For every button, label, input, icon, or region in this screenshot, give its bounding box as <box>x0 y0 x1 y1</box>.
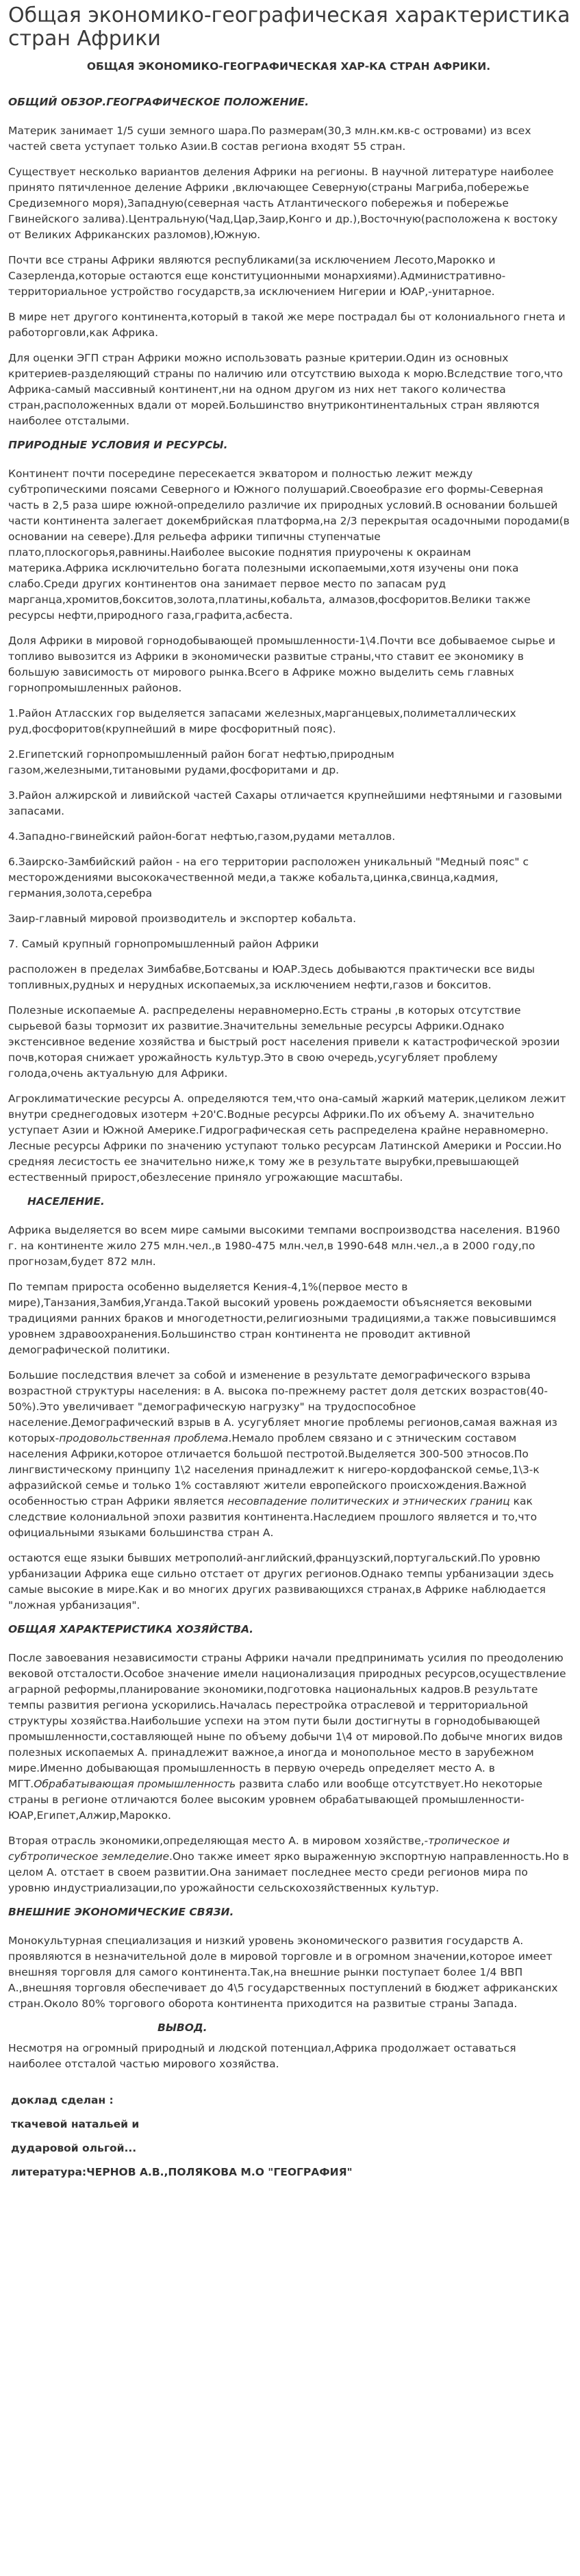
paragraph: 6.Заирско-Замбийский район - на его территории расположен уникальный "Медный пояс" с месторождениями высококачественной меди,а также кобальта,цинка,свинца,кадмия, германия,золота,серебра <box>8 856 529 900</box>
credits-line: литература:ЧЕРНОВ А.В.,ПОЛЯКОВА М.О "ГЕОГРАФИЯ" <box>11 2166 353 2178</box>
paragraph: 1.Район Атласских гор выделяется запасами железных,марганцевых,полиметаллических руд,фосфоритов(крупнейший в мире фосфоритный пояс). <box>8 707 516 735</box>
paragraph: Существует несколько вариантов деления Африки на регионы. В научной литературе наиболее принято пятичленное деление Африки ,включающее Северную(страны Магриба,побережье Средиземного моря),Западную(северная часть Атлантического побережья и побережье Гвинейского залива).Центральную(Чад,Цар,Заир,Конго и др.),Восточную(расположена к востоку от Великих Африканских разломов),Южную. <box>8 166 558 241</box>
emphasis-text: продовольственная проблема <box>59 1432 229 1444</box>
section-population: НАСЕЛЕНИЕ. <box>27 1195 105 1208</box>
document <box>0 4 580 2180</box>
paragraph: Материк занимает 1/5 суши земного шара.По размерам(30,3 млн.км.кв-с островами) из всех частей света уступает только Азии.В состав региона входят 55 стран. <box>8 125 531 153</box>
paragraph: Для оценки ЭГП стран Африки можно использовать разные критерии.Один из основных критериев-разделяющий страны по наличию или отсутствию выхода к морю.Вследствие того,что Африка-самый массивный континент,ни на одном другом из них нет такого количества стран,расположенных вдали от морей.Большинство внутриконтинентальных стран являются наиболее отсталыми. <box>8 352 564 427</box>
paragraph-text: .Оно также имеет ярко выраженную экспортную направленность.Но в целом А. отстает в своем развитии.Она занимает последнее место среди регионов мира по уровню индустриализации,по урожайности сельскохозяйственных культур. <box>8 1850 569 1894</box>
paragraph <box>8 1833 570 1896</box>
paragraph: Несмотря на огромный природный и людской потенциал,Африка продолжает оставаться наиболее отсталой частью мирового хозяйства. <box>8 2042 516 2070</box>
paragraph: 4.Западно-гвинейский район-богат нефтью,газом,рудами металлов. <box>8 830 396 843</box>
paragraph-text: После завоевания независимости страны Африки начали предпринимать усилия по преодолению вековой отсталости.Особое значение имели национализация природных ресурсов,осуществление аграрной реформы,планирование экономики,подготовка национальных кадров.В результате темпы развития региона ускорились.Началась перестройка отраслевой и территориальной структуры хозяйства.Наибольшие успехи на этом пути были достигнуты в горнодобывающей промышленности,составляющей ныне по объему добычи 1\4 от мировой.По добыче многих видов полезных ископаемых А. принадлежит важное,а иногда и монопольное место в зарубежном мире.Именно добывающая промышленность в первую очередь определяет место А. в МГТ. <box>8 1652 566 1790</box>
paragraph: Африка выделяется во всем мире самыми высокими темпами воспроизводства населения. В1960 г. на континенте жило 275 млн.чел.,в 1980-475 млн.чел,в 1990-648 млн.чел.,а в 2000 году,по прогнозам,будет 872 млн. <box>8 1224 560 1268</box>
paragraph: Агроклиматические ресурсы А. определяются тем,что она-самый жаркий материк,целиком лежит внутри среднегодовых изотерм +20'C.Водные ресурсы Африки.По их объему А. значительно уступает Азии и Южной Америке.Гидрографическая сеть распределена крайне неравномерно. Лесные ресурсы Африки по значению уступают только ресурсам Латинской Америки и России.Но средняя лесистость ее значительно ниже,к тому же в результате вырубки,превышающей естественный прирост,обезлесение приняло угрожающие масштабы. <box>8 1093 566 1184</box>
paragraph: Почти все страны Африки являются республиками(за исключением Лесото,Марокко и Сазерленда,которые остаются еще конституционными монархиями).Административно-территориальное устройство государств,за исключением Нигерии и ЮАР,-унитарное. <box>8 254 506 298</box>
paragraph: 7. Самый крупный горнопромышленный район Африки <box>8 938 319 950</box>
paragraph-text: Вторая отрасль экономики,определяющая место А. в мировом хозяйстве,- <box>8 1835 429 1847</box>
paragraph: По темпам прироста особенно выделяется Кения-4,1%(первое место в мире),Танзания,Замбия,Уганда.Такой высокий уровень рождаемости объясняется вековыми традициями ранних браков и многодетности,религиозными традициями,а также повысившимся уровнем здравоохранения.Большинство стран континента не проводит активной демографической политики. <box>8 1281 557 1356</box>
paragraph-text: как следствие колониальной эпохи развития континента.Наследием прошлого является и то,что официальными языками большинства стран А. <box>8 1495 538 1539</box>
paragraph: 3.Район алжирской и ливийской частей Сахары отличается крупнейшими нефтяными и газовыми запасами. <box>8 789 562 817</box>
paragraph: 2.Египетский горнопромышленный район богат нефтью,природным газом,железными,титановыми рудами,фосфоритами и др. <box>8 748 394 776</box>
credits-line: доклад сделан : <box>11 2094 114 2106</box>
paragraph-text: развита слабо или вообще отсутствует.Но некоторые страны в регионе отличаются более высоким уровнем обрабатывающей промышленности-ЮАР,Египет,Алжир,Марокко. <box>8 1778 543 1822</box>
document-heading: ОБЩАЯ ЭКОНОМИКО-ГЕОГРАФИЧЕСКАЯ ХАР-КА СТРАН АФРИКИ. <box>86 60 491 73</box>
paragraph-text: Большие последствия влечет за собой и изменение в результате демографического взрыва возрастной структуры населения: в А. высока по-прежнему растет доля детских возрастов(40-50%).Это увеличивает "демографическую нагрузку" на трудоспособное население.Демографический взрыв в А. усугубляет многие проблемы регионов,самая важная из которых- <box>8 1369 557 1444</box>
paragraph <box>8 1650 570 1824</box>
paragraph <box>8 1368 570 1541</box>
section-overview: ОБЩИЙ ОБЗОР.ГЕОГРАФИЧЕСКОЕ ПОЛОЖЕНИЕ. <box>8 96 310 108</box>
paragraph: расположен в пределах Зимбабве,Ботсваны и ЮАР.Здесь добываются практически все виды топливных,рудных и нерудных ископаемых,за исключением нефти,газов и бокситов. <box>8 963 535 991</box>
section-external: ВНЕШНИЕ ЭКОНОМИЧЕСКИЕ СВЯЗИ. <box>8 1906 234 1918</box>
emphasis-text: тропическое и субтропическое земледелие <box>8 1835 510 1863</box>
section-natural: ПРИРОДНЫЕ УСЛОВИЯ И РЕСУРСЫ. <box>8 439 228 451</box>
page-title: Общая экономико-географическая характеристика стран Африки <box>8 3 570 51</box>
credits-line: ткачевой натальей и <box>11 2118 140 2130</box>
section-conclusion: ВЫВОД. <box>157 2022 207 2034</box>
section-economy: ОБЩАЯ ХАРАКТЕРИСТИКА ХОЗЯЙСТВА. <box>8 1623 254 1635</box>
paragraph: Полезные ископаемые А. распределены неравномерно.Есть страны ,в которых отсутствие сырьевой базы тормозит их развитие.Значительны земельные ресурсы Африки.Однако экстенсивное ведение хозяйства и быстрый рост населения привели к катастрофической эрозии почв,которая снижает урожайность культур.Это в свою очередь,усугубляет проблему голода,очень актуальную для Африки. <box>8 1004 560 1080</box>
paragraph: Доля Африки в мировой горнодобывающей промышленности-1\4.Почти все добываемое сырье и топливо вывозится из Африки в экономически развитые страны,что ставит ее экономику в большую зависимость от мирового рынка.Всего в Африке можно выделить семь главных горнопромышленных районов. <box>8 635 555 694</box>
paragraph: Монокультурная специализация и низкий уровень экономического развития государств А. проявляются в незначительной доле в мировой торговле и в огромном значении,которое имеет внешняя торговля для самого континента.Так,на внешние рынки поступает более 1/4 ВВП А.,внешняя торговля обеспечивает до 4\5 государственных поступлений в бюджет африканских стран.Около 80% торгового оборота континента приходится на развитые страны Запада. <box>8 1935 558 2010</box>
paragraph: Континент почти посередине пересекается экватором и полностью лежит между субтропическими поясами Северного и Южного полушарий.Своеобразие его формы-Северная часть в 2,5 раза шире южной-определило различие их природных условий.В основании большей части континента залегает докембрийская платформа,на 2/3 перекрытая осадочными породами(в основании на севере).Для рельефа африки типичны ступенчатые плато,плоскогорья,равнины.Наиболее высокие поднятия приурочены к окраинам материка.Африка исключительно богата полезными ископаемыми,хотя изучены они пока слабо.Среди других континентов она занимает первое место по запасам руд марганца,хромитов,бокситов,золота,платины,кобальта, алмазов,фосфоритов.Велики также ресурсы нефти,природного газа,графита,асбеста. <box>8 468 570 622</box>
credits <box>7 2093 570 2180</box>
emphasis-text: несовпадение политических и этнических границ <box>227 1495 510 1507</box>
credits-line: дудаpовой ольгой... <box>11 2142 137 2154</box>
emphasis-text: Обрабатывающая промышленность <box>34 1778 236 1790</box>
paragraph: Заир-главный мировой производитель и экспортер кобальта. <box>8 913 356 925</box>
paragraph: В мире нет другого континента,который в такой же мере пострадал бы от колониального гнета и работорговли,как Африка. <box>8 311 566 339</box>
paragraph-text: .Немало проблем связано и с этническим составом населения Африки,которое отличается большой пестротой.Выделяется 300-500 этносов.По лингвистическому принципу 1\2 населения принадлежит к нигеро-кордофанской семье,1\3-к афразийской семье и только 1% составляют жители европейского происхождения.Важной особенностью стран Африки является <box>8 1432 540 1507</box>
paragraph: остаются еще языки бывших метрополий-английский,французский,португальский.По уровню урбанизации Африка еще сильно отстает от других регионов.Однако темпы урбанизации здесь самые высокие в мире.Как и во многих других развивающихся странах,в Африке наблюдается "ложная урбанизация". <box>8 1552 554 1611</box>
